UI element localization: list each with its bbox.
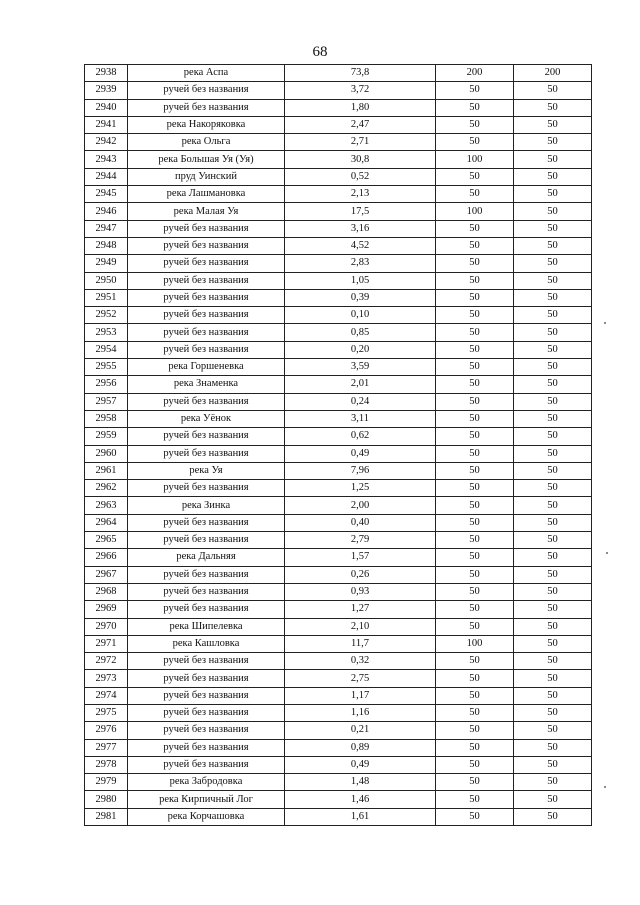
water-body-name-cell: река Аспа	[128, 65, 285, 82]
page-number: 68	[312, 44, 328, 60]
length-value-cell: 1,57	[285, 549, 436, 566]
row-number-cell: 2939	[85, 82, 128, 99]
row-number-cell: 2974	[85, 687, 128, 704]
zone-width-a-cell: 50	[436, 756, 514, 773]
length-value-cell: 1,25	[285, 480, 436, 497]
zone-width-b-cell: 50	[514, 445, 592, 462]
row-number-cell: 2942	[85, 134, 128, 151]
water-body-name-cell: река Уёнок	[128, 410, 285, 427]
zone-width-a-cell: 50	[436, 220, 514, 237]
row-number-cell: 2965	[85, 532, 128, 549]
zone-width-a-cell: 50	[436, 237, 514, 254]
zone-width-b-cell: 50	[514, 722, 592, 739]
water-body-name-cell: ручей без названия	[128, 272, 285, 289]
row-number-cell: 2976	[85, 722, 128, 739]
zone-width-a-cell: 50	[436, 359, 514, 376]
table-row	[85, 704, 592, 721]
zone-width-b-cell: 50	[514, 393, 592, 410]
water-body-name-cell: ручей без названия	[128, 583, 285, 600]
water-body-name-cell: ручей без названия	[128, 514, 285, 531]
water-body-name-cell: река Знаменка	[128, 376, 285, 393]
row-number-cell: 2977	[85, 739, 128, 756]
table-row	[85, 497, 592, 514]
zone-width-a-cell: 50	[436, 168, 514, 185]
table-row	[85, 480, 592, 497]
table-row	[85, 289, 592, 306]
water-body-name-cell: ручей без названия	[128, 670, 285, 687]
water-body-name-cell: ручей без названия	[128, 687, 285, 704]
length-value-cell: 0,26	[285, 566, 436, 583]
length-value-cell: 0,49	[285, 445, 436, 462]
row-number-cell: 2956	[85, 376, 128, 393]
length-value-cell: 2,00	[285, 497, 436, 514]
zone-width-a-cell: 50	[436, 774, 514, 791]
length-value-cell: 0,49	[285, 756, 436, 773]
zone-width-a-cell: 50	[436, 514, 514, 531]
zone-width-b-cell: 50	[514, 151, 592, 168]
length-value-cell: 0,62	[285, 428, 436, 445]
length-value-cell: 1,05	[285, 272, 436, 289]
row-number-cell: 2955	[85, 359, 128, 376]
table-row	[85, 324, 592, 341]
zone-width-a-cell: 50	[436, 341, 514, 358]
water-bodies-table	[84, 64, 592, 826]
water-body-name-cell: ручей без названия	[128, 739, 285, 756]
length-value-cell: 4,52	[285, 237, 436, 254]
row-number-cell: 2938	[85, 65, 128, 82]
water-body-name-cell: ручей без названия	[128, 445, 285, 462]
zone-width-b-cell: 50	[514, 237, 592, 254]
water-body-name-cell: ручей без названия	[128, 324, 285, 341]
zone-width-a-cell: 100	[436, 635, 514, 652]
table-row	[85, 341, 592, 358]
zone-width-b-cell: 50	[514, 635, 592, 652]
length-value-cell: 0,85	[285, 324, 436, 341]
length-value-cell: 0,20	[285, 341, 436, 358]
water-body-name-cell: река Уя	[128, 462, 285, 479]
row-number-cell: 2943	[85, 151, 128, 168]
row-number-cell: 2958	[85, 410, 128, 427]
length-value-cell: 2,10	[285, 618, 436, 635]
water-body-name-cell: река Зинка	[128, 497, 285, 514]
table-row	[85, 462, 592, 479]
table-row	[85, 151, 592, 168]
water-body-name-cell: река Большая Уя (Уя)	[128, 151, 285, 168]
row-number-cell: 2978	[85, 756, 128, 773]
row-number-cell: 2970	[85, 618, 128, 635]
zone-width-b-cell: 50	[514, 203, 592, 220]
water-body-name-cell: река Дальняя	[128, 549, 285, 566]
water-body-name-cell: ручей без названия	[128, 341, 285, 358]
zone-width-a-cell: 50	[436, 134, 514, 151]
zone-width-b-cell: 50	[514, 255, 592, 272]
length-value-cell: 2,75	[285, 670, 436, 687]
length-value-cell: 2,47	[285, 116, 436, 133]
scan-speck	[604, 786, 606, 788]
zone-width-b-cell: 50	[514, 670, 592, 687]
zone-width-b-cell: 50	[514, 774, 592, 791]
zone-width-b-cell: 50	[514, 618, 592, 635]
table-row	[85, 393, 592, 410]
length-value-cell: 0,39	[285, 289, 436, 306]
water-body-name-cell: ручей без названия	[128, 756, 285, 773]
row-number-cell: 2952	[85, 307, 128, 324]
table-row	[85, 774, 592, 791]
zone-width-a-cell: 50	[436, 566, 514, 583]
length-value-cell: 0,24	[285, 393, 436, 410]
water-body-name-cell: ручей без названия	[128, 566, 285, 583]
zone-width-a-cell: 50	[436, 583, 514, 600]
table-row	[85, 618, 592, 635]
zone-width-b-cell: 50	[514, 272, 592, 289]
zone-width-b-cell: 50	[514, 653, 592, 670]
water-body-name-cell: ручей без названия	[128, 480, 285, 497]
table-row	[85, 186, 592, 203]
zone-width-a-cell: 50	[436, 393, 514, 410]
length-value-cell: 3,72	[285, 82, 436, 99]
table-row	[85, 532, 592, 549]
length-value-cell: 0,52	[285, 168, 436, 185]
zone-width-a-cell: 50	[436, 618, 514, 635]
row-number-cell: 2960	[85, 445, 128, 462]
length-value-cell: 11,7	[285, 635, 436, 652]
water-body-name-cell: река Малая Уя	[128, 203, 285, 220]
table-row	[85, 653, 592, 670]
row-number-cell: 2945	[85, 186, 128, 203]
zone-width-a-cell: 50	[436, 808, 514, 825]
row-number-cell: 2947	[85, 220, 128, 237]
table-row	[85, 65, 592, 82]
zone-width-b-cell: 50	[514, 583, 592, 600]
water-body-name-cell: ручей без названия	[128, 653, 285, 670]
row-number-cell: 2969	[85, 601, 128, 618]
table-row	[85, 808, 592, 825]
length-value-cell: 0,32	[285, 653, 436, 670]
zone-width-a-cell: 50	[436, 601, 514, 618]
table-row	[85, 756, 592, 773]
row-number-cell: 2962	[85, 480, 128, 497]
zone-width-a-cell: 50	[436, 289, 514, 306]
length-value-cell: 2,01	[285, 376, 436, 393]
water-body-name-cell: ручей без названия	[128, 601, 285, 618]
zone-width-a-cell: 50	[436, 116, 514, 133]
row-number-cell: 2968	[85, 583, 128, 600]
row-number-cell: 2946	[85, 203, 128, 220]
water-body-name-cell: ручей без названия	[128, 82, 285, 99]
water-body-name-cell: пруд Уинский	[128, 168, 285, 185]
row-number-cell: 2967	[85, 566, 128, 583]
length-value-cell: 1,27	[285, 601, 436, 618]
row-number-cell: 2979	[85, 774, 128, 791]
row-number-cell: 2954	[85, 341, 128, 358]
zone-width-a-cell: 50	[436, 99, 514, 116]
zone-width-a-cell: 50	[436, 532, 514, 549]
zone-width-a-cell: 50	[436, 462, 514, 479]
zone-width-b-cell: 200	[514, 65, 592, 82]
length-value-cell: 2,79	[285, 532, 436, 549]
zone-width-b-cell: 50	[514, 324, 592, 341]
zone-width-b-cell: 50	[514, 186, 592, 203]
length-value-cell: 2,71	[285, 134, 436, 151]
length-value-cell: 2,83	[285, 255, 436, 272]
length-value-cell: 1,80	[285, 99, 436, 116]
table-row	[85, 255, 592, 272]
row-number-cell: 2971	[85, 635, 128, 652]
zone-width-b-cell: 50	[514, 791, 592, 808]
table-row	[85, 359, 592, 376]
zone-width-a-cell: 50	[436, 497, 514, 514]
zone-width-b-cell: 50	[514, 168, 592, 185]
length-value-cell: 2,13	[285, 186, 436, 203]
zone-width-b-cell: 50	[514, 82, 592, 99]
table-row	[85, 116, 592, 133]
row-number-cell: 2963	[85, 497, 128, 514]
zone-width-b-cell: 50	[514, 497, 592, 514]
table-row	[85, 722, 592, 739]
row-number-cell: 2953	[85, 324, 128, 341]
zone-width-b-cell: 50	[514, 359, 592, 376]
zone-width-a-cell: 50	[436, 410, 514, 427]
zone-width-a-cell: 50	[436, 428, 514, 445]
zone-width-a-cell: 50	[436, 670, 514, 687]
length-value-cell: 17,5	[285, 203, 436, 220]
scan-speck	[606, 552, 608, 554]
water-body-name-cell: ручей без названия	[128, 428, 285, 445]
row-number-cell: 2940	[85, 99, 128, 116]
length-value-cell: 1,48	[285, 774, 436, 791]
zone-width-a-cell: 50	[436, 791, 514, 808]
zone-width-a-cell: 50	[436, 255, 514, 272]
zone-width-a-cell: 50	[436, 376, 514, 393]
table-row	[85, 134, 592, 151]
zone-width-b-cell: 50	[514, 514, 592, 531]
water-body-name-cell: река Накоряковка	[128, 116, 285, 133]
table-row	[85, 168, 592, 185]
table-row	[85, 307, 592, 324]
zone-width-b-cell: 50	[514, 134, 592, 151]
length-value-cell: 1,17	[285, 687, 436, 704]
zone-width-b-cell: 50	[514, 480, 592, 497]
water-body-name-cell: река Горшеневка	[128, 359, 285, 376]
length-value-cell: 0,10	[285, 307, 436, 324]
water-body-name-cell: ручей без названия	[128, 704, 285, 721]
scan-speck	[604, 322, 606, 324]
length-value-cell: 73,8	[285, 65, 436, 82]
zone-width-a-cell: 50	[436, 653, 514, 670]
zone-width-b-cell: 50	[514, 116, 592, 133]
water-body-name-cell: ручей без названия	[128, 532, 285, 549]
table-row	[85, 272, 592, 289]
water-body-name-cell: ручей без названия	[128, 255, 285, 272]
row-number-cell: 2964	[85, 514, 128, 531]
length-value-cell: 30,8	[285, 151, 436, 168]
zone-width-b-cell: 50	[514, 307, 592, 324]
zone-width-b-cell: 50	[514, 687, 592, 704]
table-row	[85, 791, 592, 808]
zone-width-a-cell: 50	[436, 82, 514, 99]
length-value-cell: 1,46	[285, 791, 436, 808]
length-value-cell: 3,59	[285, 359, 436, 376]
zone-width-a-cell: 50	[436, 307, 514, 324]
table-row	[85, 549, 592, 566]
table-row	[85, 99, 592, 116]
water-body-name-cell: река Забродовка	[128, 774, 285, 791]
row-number-cell: 2959	[85, 428, 128, 445]
length-value-cell: 3,16	[285, 220, 436, 237]
zone-width-a-cell: 50	[436, 739, 514, 756]
row-number-cell: 2951	[85, 289, 128, 306]
zone-width-b-cell: 50	[514, 601, 592, 618]
zone-width-b-cell: 50	[514, 532, 592, 549]
zone-width-b-cell: 50	[514, 99, 592, 116]
zone-width-a-cell: 50	[436, 480, 514, 497]
zone-width-b-cell: 50	[514, 410, 592, 427]
zone-width-a-cell: 100	[436, 203, 514, 220]
water-body-name-cell: река Корчашовка	[128, 808, 285, 825]
water-body-name-cell: река Шипелевка	[128, 618, 285, 635]
zone-width-b-cell: 50	[514, 220, 592, 237]
water-body-name-cell: ручей без названия	[128, 237, 285, 254]
zone-width-a-cell: 50	[436, 704, 514, 721]
row-number-cell: 2980	[85, 791, 128, 808]
zone-width-a-cell: 50	[436, 324, 514, 341]
table-row	[85, 82, 592, 99]
zone-width-b-cell: 50	[514, 704, 592, 721]
zone-width-a-cell: 50	[436, 186, 514, 203]
row-number-cell: 2966	[85, 549, 128, 566]
water-body-name-cell: река Ольга	[128, 134, 285, 151]
table-row	[85, 670, 592, 687]
length-value-cell: 1,61	[285, 808, 436, 825]
row-number-cell: 2981	[85, 808, 128, 825]
zone-width-b-cell: 50	[514, 739, 592, 756]
length-value-cell: 0,89	[285, 739, 436, 756]
length-value-cell: 0,40	[285, 514, 436, 531]
table-row	[85, 376, 592, 393]
table-row	[85, 220, 592, 237]
row-number-cell: 2972	[85, 653, 128, 670]
length-value-cell: 0,21	[285, 722, 436, 739]
table-row	[85, 428, 592, 445]
table-row	[85, 739, 592, 756]
water-body-name-cell: ручей без названия	[128, 289, 285, 306]
row-number-cell: 2941	[85, 116, 128, 133]
length-value-cell: 3,11	[285, 410, 436, 427]
zone-width-a-cell: 50	[436, 272, 514, 289]
zone-width-b-cell: 50	[514, 289, 592, 306]
row-number-cell: 2957	[85, 393, 128, 410]
length-value-cell: 0,93	[285, 583, 436, 600]
water-body-name-cell: ручей без названия	[128, 722, 285, 739]
table-row	[85, 445, 592, 462]
table-row	[85, 566, 592, 583]
table-body	[85, 65, 592, 826]
table-row	[85, 514, 592, 531]
row-number-cell: 2950	[85, 272, 128, 289]
water-body-name-cell: река Кашловка	[128, 635, 285, 652]
row-number-cell: 2975	[85, 704, 128, 721]
zone-width-a-cell: 50	[436, 722, 514, 739]
zone-width-b-cell: 50	[514, 566, 592, 583]
water-body-name-cell: ручей без названия	[128, 393, 285, 410]
table-row	[85, 203, 592, 220]
zone-width-b-cell: 50	[514, 462, 592, 479]
water-body-name-cell: река Кирпичный Лог	[128, 791, 285, 808]
zone-width-b-cell: 50	[514, 549, 592, 566]
table-row	[85, 237, 592, 254]
zone-width-b-cell: 50	[514, 756, 592, 773]
water-body-name-cell: ручей без названия	[128, 220, 285, 237]
table-row	[85, 410, 592, 427]
zone-width-b-cell: 50	[514, 341, 592, 358]
length-value-cell: 1,16	[285, 704, 436, 721]
zone-width-a-cell: 50	[436, 445, 514, 462]
zone-width-b-cell: 50	[514, 428, 592, 445]
row-number-cell: 2961	[85, 462, 128, 479]
water-body-name-cell: ручей без названия	[128, 307, 285, 324]
row-number-cell: 2949	[85, 255, 128, 272]
zone-width-b-cell: 50	[514, 376, 592, 393]
water-body-name-cell: река Лашмановка	[128, 186, 285, 203]
table-row	[85, 601, 592, 618]
zone-width-b-cell: 50	[514, 808, 592, 825]
row-number-cell: 2948	[85, 237, 128, 254]
row-number-cell: 2944	[85, 168, 128, 185]
length-value-cell: 7,96	[285, 462, 436, 479]
zone-width-a-cell: 200	[436, 65, 514, 82]
zone-width-a-cell: 100	[436, 151, 514, 168]
zone-width-a-cell: 50	[436, 687, 514, 704]
zone-width-a-cell: 50	[436, 549, 514, 566]
table-row	[85, 583, 592, 600]
table-row	[85, 635, 592, 652]
table-row	[85, 687, 592, 704]
water-body-name-cell: ручей без названия	[128, 99, 285, 116]
row-number-cell: 2973	[85, 670, 128, 687]
